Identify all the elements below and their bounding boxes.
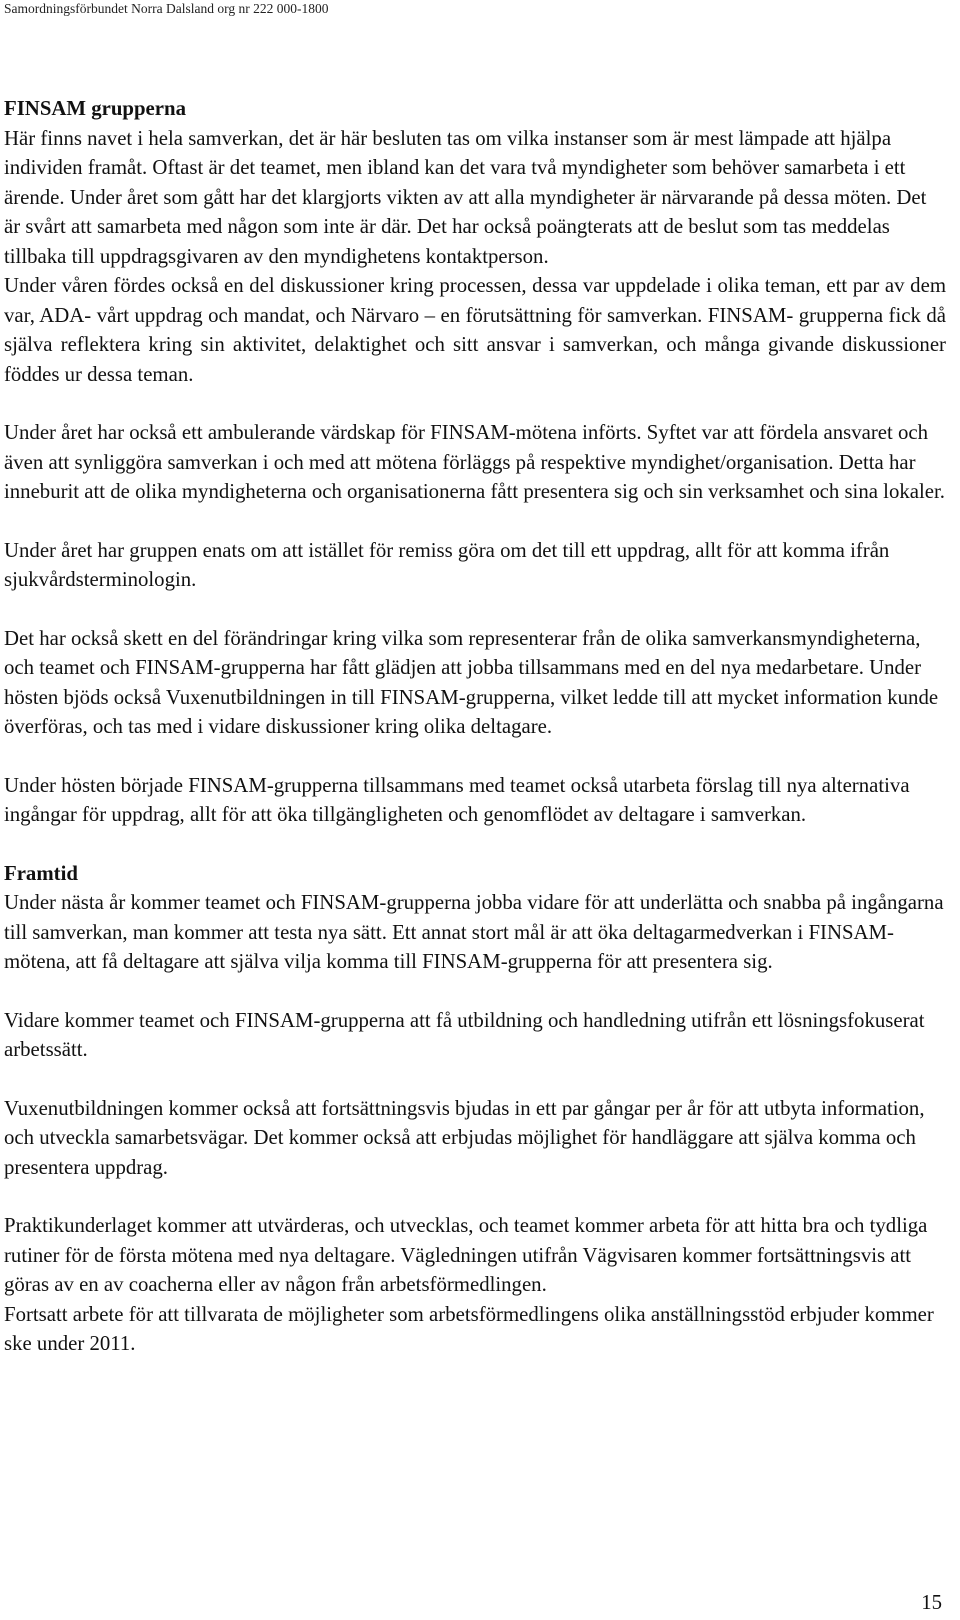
paragraph: Under nästa år kommer teamet och FINSAM-grupperna jobba vidare för att underlätta och snabba på ingångarna till samverkan, man kommer att testa nya sätt. Ett annat stort mål är att öka deltagarmedverkan i FINSAM-mötena, att få deltagare att själva vilja komma till FINSAM-grupperna för att presentera sig.	[4, 891, 944, 973]
paragraph: Under hösten började FINSAM-grupperna tillsammans med teamet också utarbeta förslag till nya alternativa ingångar för uppdrag, allt för att öka tillgängligheten och genomflödet av deltagare i samverkan.	[4, 773, 910, 826]
paragraph: Fortsatt arbete för att tillvarata de möjligheter som arbetsförmedlingens olika anställningsstöd erbjuder kommer ske under 2011.	[4, 1302, 934, 1355]
document-header: Samordningsförbundet Norra Dalsland org nr 222 000-1800	[4, 1, 329, 16]
section-heading-finsam: FINSAM grupperna	[4, 97, 186, 120]
section-heading-framtid: Framtid	[4, 861, 78, 885]
document-body	[4, 94, 946, 1359]
section-framtid	[4, 859, 946, 1359]
paragraph: Här finns navet i hela samverkan, det är här besluten tas om vilka instanser som är mest lämpade att hjälpa individen framåt. Oftast är det teamet, men ibland kan det vara två myndigheter som behöver samarbeta i ett ärende. Under året som gått har det klargjorts vikten av att alla myndigheter är närvarande på dessa möten. Det är svårt att samarbeta med någon som inte är där. Det har också poängterats att de beslut som tas meddelas tillbaka till uppdragsgivaren av den myndighetens kontaktperson.	[4, 126, 927, 268]
paragraph: Det har också skett en del förändringar kring vilka som representerar från de olika samverkansmyndigheterna, och teamet och FINSAM-grupperna har fått glädjen att jobba tillsammans med en del nya medarbetare. Under hösten bjöds också Vuxenutbildningen in till FINSAM-grupperna, vilket ledde till att mycket information kunde överföras, och tas med i vidare diskussioner kring olika deltagare.	[4, 626, 939, 738]
paragraph: Vidare kommer teamet och FINSAM-grupperna att få utbildning och handledning utifrån ett lösningsfokuserat arbetssätt.	[4, 1008, 925, 1061]
paragraph: Praktikunderlaget kommer att utvärderas, och utvecklas, och teamet kommer arbeta för att hitta bra och tydliga rutiner för de första mötena med nya deltagare. Vägledningen utifrån Vägvisaren kommer fortsättningsvis att göras av en av coacherna eller av någon från arbetsförmedlingen.	[4, 1214, 928, 1296]
paragraph: Under våren fördes också en del diskussioner kring processen, dessa var uppdelade i olika teman, ett par av dem var, ADA- vårt uppdrag och mandat, och Närvaro – en förutsättning för samverkan. FINSAM- grupperna fick då själva reflektera kring sin aktivitet, delaktighet och sitt ansvar i samverkan, och många givande diskussioner föddes ur dessa teman.	[4, 274, 946, 386]
section-finsam	[4, 94, 946, 830]
page-number: 15	[921, 1591, 942, 1614]
paragraph: Under året har gruppen enats om att istället för remiss göra om det till ett uppdrag, allt för att komma ifrån sjukvårdsterminologin.	[4, 538, 890, 591]
paragraph: Vuxenutbildningen kommer också att fortsättningsvis bjudas in ett par gångar per år för att utbyta information, och utveckla samarbetsvägar. Det kommer också att erbjudas möjlighet för handläggare att själva komma och presentera uppdrag.	[4, 1096, 925, 1179]
paragraph: Under året har också ett ambulerande värdskap för FINSAM-mötena införts. Syftet var att fördela ansvaret och även att synliggöra samverkan i och med att mötena förläggs på respektive myndighet/organisation. Detta har inneburit att de olika myndigheterna och organisationerna fått presentera sig och sin verksamhet och sina lokaler.	[4, 421, 945, 503]
